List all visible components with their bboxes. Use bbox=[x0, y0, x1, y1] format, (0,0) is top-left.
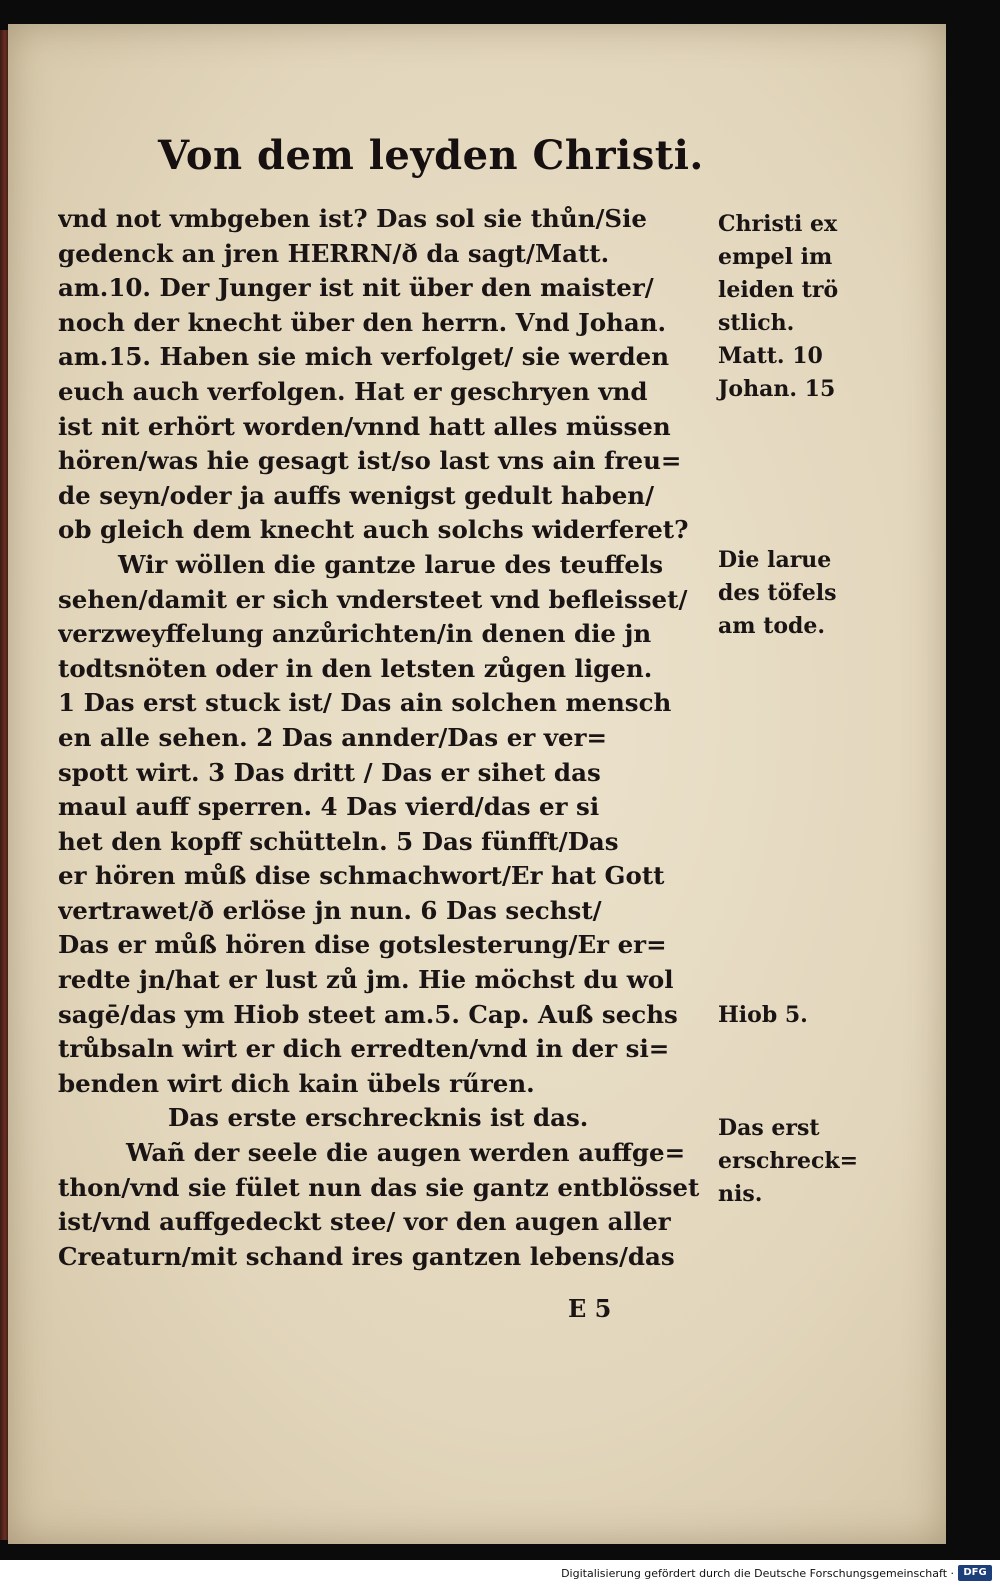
margin-note-erschrecknis bbox=[718, 1112, 868, 1211]
footer-bar bbox=[0, 1560, 1000, 1588]
text-line: en alle sehen. 2 Das annder/Das er ver= bbox=[58, 722, 608, 752]
text-line: vertrawet/ð erlöse jn nun. 6 Das sechst/ bbox=[58, 895, 602, 925]
text-line: sehen/damit er sich vndersteet vnd befleisset/ bbox=[58, 584, 688, 614]
text-line: ob gleich dem knecht auch solchs widerferet? bbox=[58, 515, 689, 545]
margin-note-line: Das erst bbox=[718, 1115, 820, 1141]
margin-note-line: Christi ex bbox=[718, 211, 838, 237]
book-page bbox=[8, 24, 946, 1544]
text-line: am.15. Haben sie mich verfolget/ sie werden bbox=[58, 342, 670, 372]
text-line: am.10. Der Junger ist nit über den maister/ bbox=[58, 273, 654, 303]
margin-note-line: empel im bbox=[718, 244, 833, 270]
margin-note-line: am tode. bbox=[718, 613, 826, 639]
dfg-logo: DFG bbox=[958, 1565, 992, 1581]
margin-note-line: erschreck= bbox=[718, 1148, 859, 1174]
text-line: redte jn/hat er lust zů jm. Hie möchst du wol bbox=[58, 965, 674, 995]
margin-note-line: stlich. bbox=[718, 310, 795, 336]
text-line: ist/vnd auffgedeckt stee/ vor den augen aller bbox=[58, 1207, 671, 1237]
running-head: Von dem leyden Christi. bbox=[158, 132, 704, 179]
margin-note-line: Matt. 10 bbox=[718, 343, 823, 369]
margin-note-hiob bbox=[718, 999, 868, 1032]
margin-note-line: des töfels bbox=[718, 580, 837, 606]
signature-mark: E 5 bbox=[568, 1294, 612, 1323]
margin-note-line: Die larue bbox=[718, 547, 832, 573]
margin-note-line: Johan. 15 bbox=[718, 376, 836, 402]
section-heading: Das erste erschrecknis ist das. bbox=[168, 1103, 589, 1133]
text-line: er hören můß dise schmachwort/Er hat Gott bbox=[58, 861, 665, 891]
text-line: gedenck an jren HERRN/ð da sagt/Matt. bbox=[58, 238, 610, 268]
margin-note-larue bbox=[718, 544, 868, 643]
text-line: euch auch verfolgen. Hat er geschryen vnd bbox=[58, 376, 648, 406]
text-line: hören/was hie gesagt ist/so last vns ain freu= bbox=[58, 446, 682, 476]
margin-note-christi bbox=[718, 208, 868, 406]
text-line: de seyn/oder ja auffs wenigst gedult haben/ bbox=[58, 480, 655, 510]
text-line: Wañ der seele die augen werden auffge= bbox=[126, 1138, 686, 1168]
text-line: verzweyffelung anzůrichten/in denen die jn bbox=[58, 619, 652, 649]
text-line: trůbsaln wirt er dich erredten/vnd in der si= bbox=[58, 1034, 670, 1064]
text-line: vnd not vmbgeben ist? Das sol sie thůn/Sie bbox=[58, 204, 648, 233]
text-line: Wir wöllen die gantze larue des teuffels bbox=[118, 549, 664, 579]
text-line: maul auff sperren. 4 Das vierd/das er si bbox=[58, 792, 600, 822]
text-line: spott wirt. 3 Das dritt / Das er sihet das bbox=[58, 757, 601, 787]
text-line: Das er můß hören dise gotslesterung/Er er= bbox=[58, 930, 667, 960]
body-text bbox=[58, 202, 718, 1274]
funding-credit: Digitalisierung gefördert durch die Deutsche Forschungsgemeinschaft · bbox=[561, 1567, 954, 1580]
text-line: benden wirt dich kain übels rűren. bbox=[58, 1068, 535, 1098]
text-line: thon/vnd sie fület nun das sie gantz entblösset bbox=[58, 1172, 700, 1202]
text-line: 1 Das erst stuck ist/ Das ain solchen mensch bbox=[58, 688, 672, 718]
margin-note-line: Hiob 5. bbox=[718, 1002, 808, 1028]
text-line: todtsnöten oder in den letsten zůgen ligen. bbox=[58, 653, 653, 683]
text-line: ist nit erhört worden/vnnd hatt alles müssen bbox=[58, 411, 671, 441]
text-line: sagē/das ym Hiob steet am.5. Cap. Auß sechs bbox=[58, 999, 678, 1029]
margin-note-line: leiden trö bbox=[718, 277, 839, 303]
text-line: het den kopff schütteln. 5 Das fünfft/Das bbox=[58, 826, 619, 856]
text-line: Creaturn/mit schand ires gantzen lebens/das bbox=[58, 1241, 675, 1271]
text-line: noch der knecht über den herrn. Vnd Johan. bbox=[58, 307, 667, 337]
margin-note-line: nis. bbox=[718, 1181, 763, 1207]
